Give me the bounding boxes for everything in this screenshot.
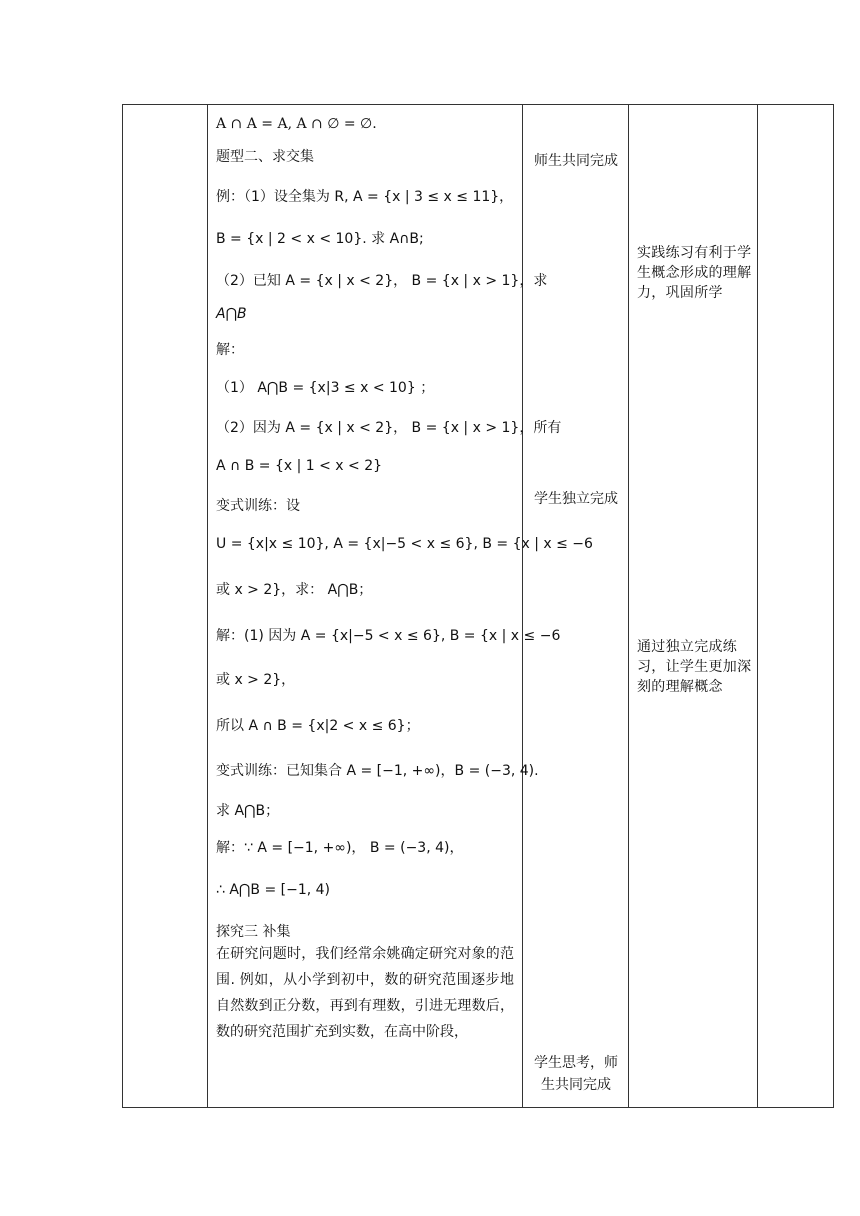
solution-line: （2）因为 A = {x | x < 2}， B = {x | x > 1}，所有 — [216, 420, 562, 436]
solution-line: A ∩ B = {x | 1 < x < 2} — [216, 458, 383, 474]
activity-note: 师生共同完成 — [534, 153, 618, 169]
example-line: 例：（1）设全集为 R, A = {x | 3 ≤ x ≤ 11}， — [216, 189, 514, 205]
section-heading-explore3: 探究三 补集 — [216, 924, 291, 940]
solution-line: ∴ A⋂B = [−1, 4) — [216, 882, 331, 898]
exercise-line: 变式训练：已知集合 A = [−1, +∞)，B = (−3, 4). — [216, 763, 539, 779]
exercise-heading: 变式训练：设 — [216, 498, 300, 514]
purpose-note: 实践练习有利于学生概念形成的理解力，巩固所学 — [637, 245, 752, 301]
purpose-note: 通过独立完成练习，让学生更加深刻的理解概念 — [637, 639, 752, 695]
intersection-identity: A ∩ A = A, A ∩ ∅ = ∅. — [216, 116, 377, 132]
exercise-line: U = {x|x ≤ 10}, A = {x|−5 < x ≤ 6}, B = {x | x ≤ −6 — [216, 536, 593, 552]
example-line: B = {x | 2 < x < 10}. 求 A∩B; — [216, 231, 424, 247]
solution-line: （1） A⋂B = {x|3 ≤ x < 10} ； — [216, 380, 435, 396]
complement-intro-paragraph: 在研究问题时，我们经常余姚确定研究对象的范围. 例如，从小学到初中，数的研究范围逐步地自然数到正分数，再到有理数，引进无理数后，数的研究范围扩充到实数，在高中阶段， — [216, 946, 514, 1040]
example-line: A⋂B — [216, 306, 247, 322]
activity-column — [523, 105, 629, 1107]
solution-line: 解：(1) 因为 A = {x|−5 < x ≤ 6}, B = {x | x ≤ −6 — [216, 628, 561, 644]
solution-line: 或 x > 2}， — [216, 672, 296, 688]
lesson-table — [122, 104, 834, 1108]
section-heading-type2: 题型二、求交集 — [216, 149, 314, 165]
exercise-line: 或 x > 2}，求： A⋂B； — [216, 582, 373, 598]
exercise-line: 求 A⋂B； — [216, 803, 280, 819]
purpose-column — [629, 105, 757, 1107]
column-divider — [757, 105, 758, 1107]
activity-note: 学生独立完成 — [534, 491, 618, 507]
activity-note: 生共同完成 — [541, 1077, 611, 1093]
solution-line: 所以 A ∩ B = {x|2 < x ≤ 6}； — [216, 718, 420, 734]
activity-note: 学生思考，师 — [534, 1055, 618, 1071]
solution-label: 解： — [216, 342, 244, 358]
example-line: （2）已知 A = {x | x < 2}， B = {x | x > 1}，求 — [216, 273, 548, 289]
solution-line: 解：∵ A = [−1, +∞)， B = (−3, 4)， — [216, 840, 464, 856]
